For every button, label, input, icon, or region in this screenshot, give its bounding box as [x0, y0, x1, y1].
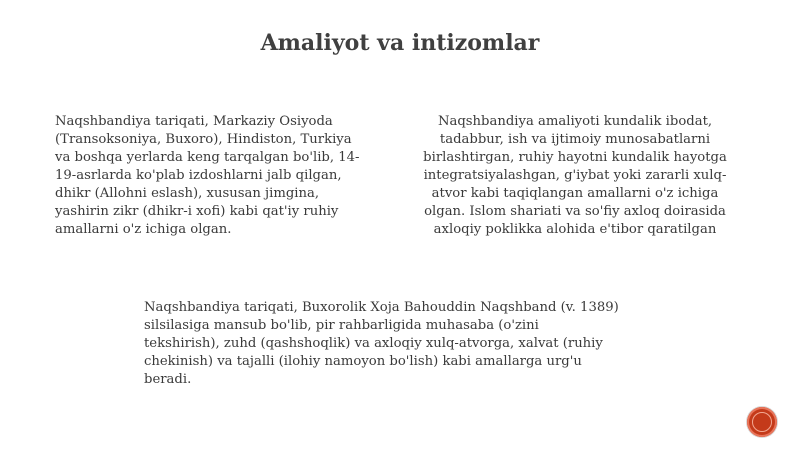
slide-title: Amaliyot va intizomlar — [260, 30, 540, 56]
paragraph-right: Naqshbandiya amaliyoti kundalik ibodat, tadabbur, ish va ijtimoiy munosabatlarni birlashtirgan, ruhiy hayotni kundalik hayotga integratsiyalashgan, g'iybat yoki zararli xulq- atvor kabi taqiqlangan amallarni o'z ichiga olgan. Islom shariati va so'fiy axloq doirasida axloqiy poklikka alohida e'tibor qaratilgan — [423, 114, 727, 237]
slide-nav-button[interactable] — [747, 407, 777, 437]
circle-button-icon — [752, 412, 772, 432]
paragraph-bottom: Naqshbandiya tariqati, Buxorolik Xoja Bahouddin Naqshband (v. 1389) silsilasiga mansub bo'lib, pir rahbarligida muhasaba (o'zini tekshirish), zuhd (qashshoqlik) va axloqiy xulq-atvorga, xalvat (ruhiy chekinish) va tajalli (ilohiy namoyon bo'lish) kabi amallarga urg'u beradi. — [144, 300, 619, 387]
paragraph-left: Naqshbandiya tariqati, Markaziy Osiyoda (Transoksoniya, Buxoro), Hindiston, Turkiya va boshqa yerlarda keng tarqalgan bo'lib, 14- 19-asrlarda ko'plab izdoshlarni jalb qilgan, dhikr (Allohni eslash), xususan jimgina, yashirin zikr (dhikr-i xofi) kabi qat'iy ruhiy amallarni o'z ichiga olgan. — [55, 114, 360, 237]
